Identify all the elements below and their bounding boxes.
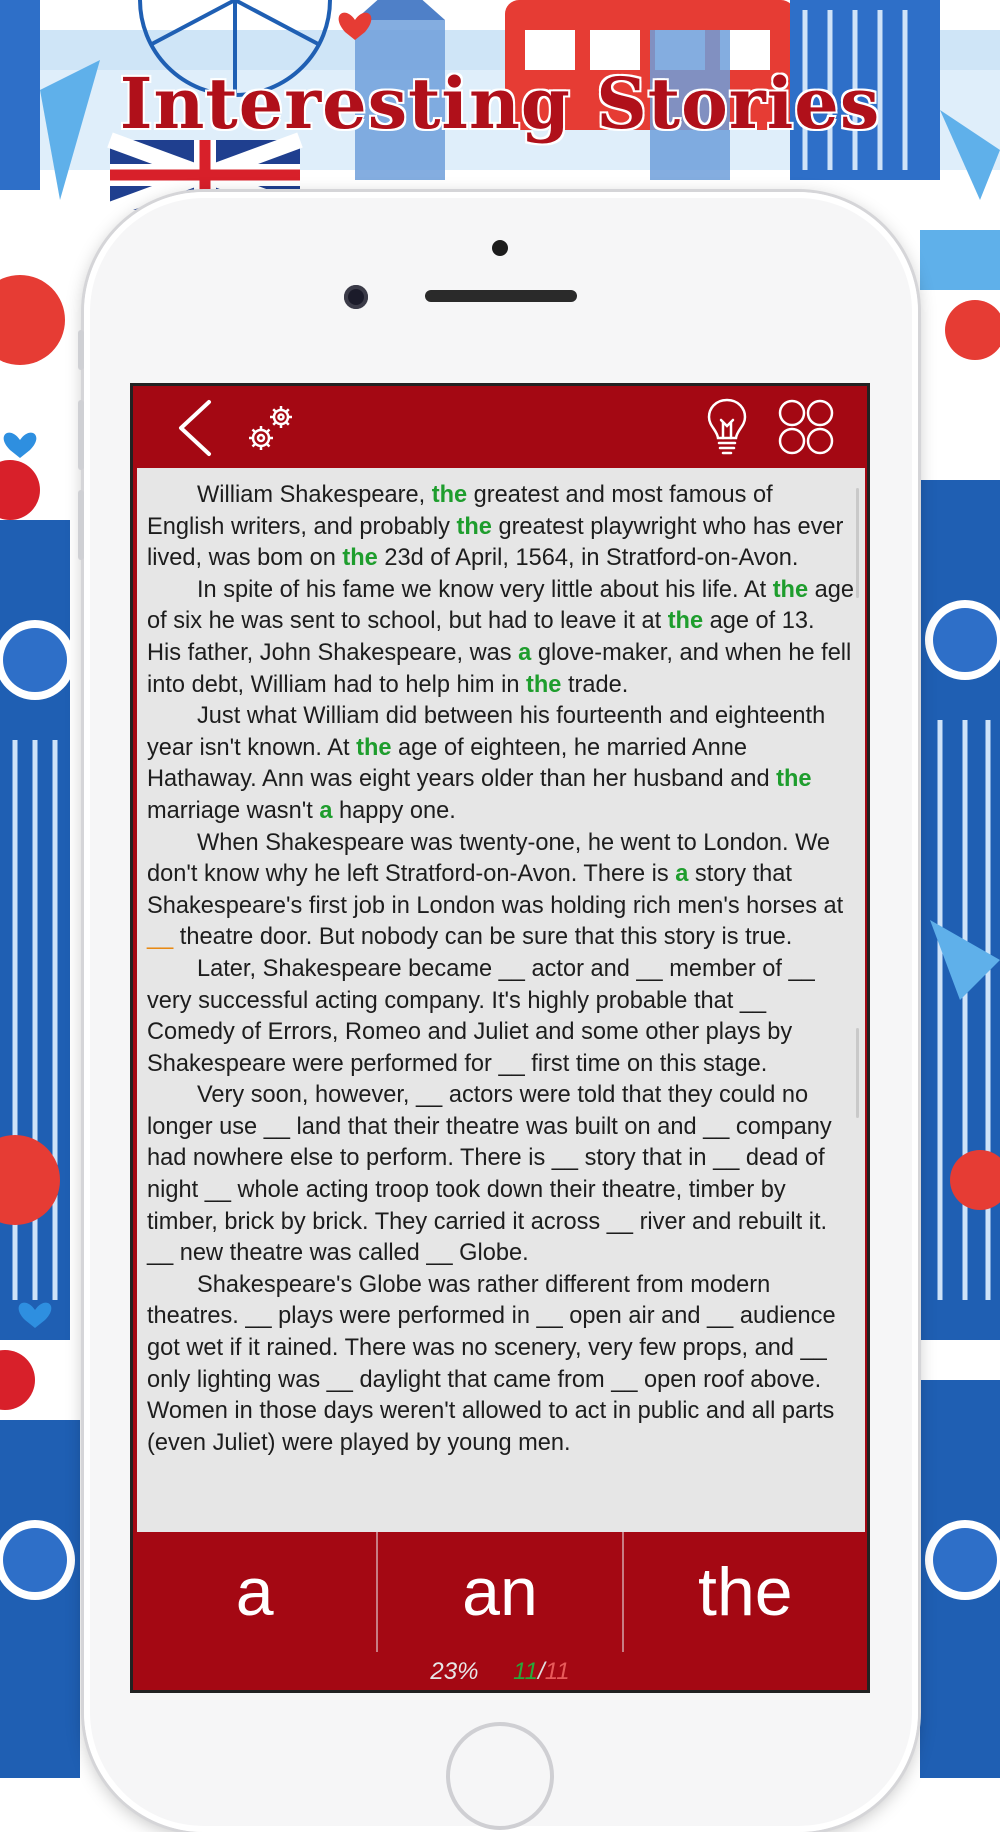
phone-sensor bbox=[492, 240, 508, 256]
story-text-segment: greatest playwright who has ever lived, was bom on bbox=[147, 513, 844, 572]
top-toolbar bbox=[133, 386, 867, 468]
answer-button-a[interactable]: a bbox=[133, 1532, 378, 1652]
story-text-segment: age of eighteen, he married Anne Hathaway. Ann was eight years older than her husband and bbox=[147, 734, 777, 793]
answer-button-the[interactable]: the bbox=[698, 1554, 793, 1630]
story-paragraph bbox=[147, 575, 855, 701]
story-text-segment: marriage wasn't bbox=[147, 797, 320, 824]
story-text-segment: story that Shakespeare's first job in London was holding rich men's horses at bbox=[147, 861, 844, 919]
story-text-segment: Very soon, however, __ actors were told that they could no longer use __ land that their theatre was built on and __ company had nowhere else to perform. There is __ story that in __ dead of night __ whole acting troop took down their theatre, timber by timber, brick by brick. They carried it across __ river and rebuilt it. __ new theatre was called __ Globe. bbox=[147, 1082, 832, 1267]
story-text-segment: trade. bbox=[561, 671, 629, 698]
answer-button-an[interactable]: an bbox=[378, 1532, 623, 1652]
scrollbar-track-mark bbox=[856, 1028, 859, 1118]
phone-side-button bbox=[78, 490, 84, 560]
story-text-segment: Shakespeare's Globe was rather different from modern theatres. __ plays were performed in __ open air and __ audience got wet if it rained. There was no scenery, very few props, and __ only lighting was __ daylight that came from __ open roof above. Women in those days weren't allowed to act in public and all parts (even Juliet) were played by young men. bbox=[147, 1271, 836, 1456]
app-screen bbox=[130, 383, 870, 1693]
story-paragraph bbox=[147, 828, 855, 954]
filled-article: the bbox=[356, 734, 392, 761]
filled-article: the bbox=[776, 766, 812, 793]
phone-side-button bbox=[78, 330, 84, 370]
lightbulb-icon bbox=[705, 396, 749, 456]
story-text-segment: In spite of his fame we know very little about his life. At bbox=[197, 576, 773, 603]
filled-article: the bbox=[342, 545, 378, 572]
story-paragraph bbox=[147, 1080, 855, 1270]
story-text bbox=[137, 468, 865, 1459]
current-blank[interactable]: __ bbox=[147, 924, 174, 951]
count-separator: / bbox=[538, 1658, 545, 1685]
story-paragraph bbox=[147, 954, 855, 1080]
story-text-segment: Just what William did between his fourteenth and eighteenth year isn't known. At bbox=[147, 703, 826, 761]
story-text-segment: age of six he was sent to school, but had to leave it at bbox=[147, 576, 855, 635]
phone-speaker bbox=[425, 290, 577, 302]
back-button[interactable] bbox=[173, 398, 217, 463]
story-text-segment: 23d of April, 1564, in Stratford-on-Avon. bbox=[377, 545, 799, 572]
total-count: 11 bbox=[544, 1658, 570, 1685]
filled-article: the bbox=[772, 576, 809, 603]
filled-article: the bbox=[526, 671, 562, 698]
filled-article: a bbox=[675, 861, 689, 888]
story-text-segment: greatest and most famous of English writers, and probably bbox=[147, 482, 773, 540]
story-panel[interactable] bbox=[137, 468, 865, 1616]
scrollbar[interactable] bbox=[856, 488, 859, 598]
story-paragraph bbox=[147, 701, 855, 827]
filled-article: the bbox=[456, 513, 492, 540]
story-text-segment: age of 13. His father, John Shakespeare, was bbox=[147, 608, 815, 666]
story-paragraph bbox=[147, 1270, 855, 1460]
menu-button[interactable] bbox=[777, 398, 835, 461]
filled-article: a bbox=[319, 797, 333, 824]
app-title: Interesting Stories bbox=[119, 62, 881, 145]
progress-status bbox=[133, 1652, 867, 1692]
story-text-segment: William Shakespeare, bbox=[197, 482, 432, 508]
chevron-left-icon bbox=[173, 398, 217, 458]
progress-percent: 23% bbox=[430, 1658, 479, 1685]
story-text-segment: happy one. bbox=[332, 797, 456, 824]
phone-home-button bbox=[446, 1722, 554, 1830]
answer-bar bbox=[133, 1532, 867, 1652]
correct-count: 11 bbox=[513, 1658, 539, 1685]
filled-article: the bbox=[431, 482, 468, 508]
settings-button[interactable] bbox=[243, 400, 299, 461]
filled-article: a bbox=[518, 639, 532, 666]
phone-camera bbox=[344, 285, 368, 309]
story-text-segment: glove-maker, and when he fell into debt, William had to help him in bbox=[147, 639, 852, 698]
story-paragraph bbox=[147, 480, 855, 575]
story-text-segment: When Shakespeare was twenty-one, he went to London. We don't know why he left Stratford-on-Avon. There is bbox=[147, 829, 831, 888]
story-text-segment: theatre door. But nobody can be sure that this story is true. bbox=[173, 924, 793, 951]
hint-button[interactable] bbox=[705, 396, 749, 461]
gears-icon bbox=[243, 400, 299, 456]
filled-article: the bbox=[667, 608, 704, 635]
story-text-segment: Later, Shakespeare became __ actor and __ member of __ very successful acting company. It's highly probable that __ Comedy of Errors, Romeo and Juliet and some other plays by Shakespeare were performed for __ first time on this stage. bbox=[147, 955, 815, 1077]
grid-icon bbox=[777, 398, 835, 456]
phone-side-button bbox=[78, 400, 84, 470]
